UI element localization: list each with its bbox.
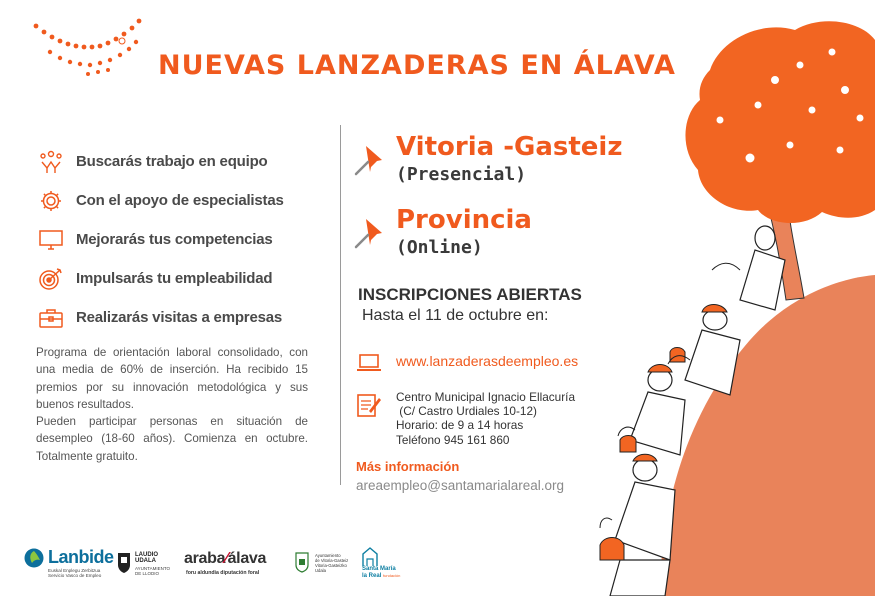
- registration-deadline: Hasta el 11 de octubre en:: [362, 307, 549, 324]
- program-description: [36, 344, 308, 465]
- target-icon: [36, 266, 66, 292]
- benefit-label: Mejorarás tus competencias: [76, 231, 273, 248]
- araba-logo: araba⁄álava: [184, 550, 267, 567]
- center-info: [396, 390, 575, 447]
- benefit-label: Realizarás visitas a empresas: [76, 309, 283, 326]
- teamwork-icon: [36, 149, 66, 175]
- vitoria-logo: Ayuntamiento de Vitoria-Gasteiz Vitoria-Gasteizko Udala: [315, 553, 349, 573]
- description-paragraph: Pueden participar personas en situación de desempleo (18-60 años). Comienza en octubre. Totalmente gratuito.: [36, 415, 308, 463]
- gear-icon: [36, 188, 66, 214]
- santa-maria-logo-mark: [361, 546, 379, 568]
- laptop-icon: [356, 352, 382, 374]
- tree-hill-illustration: [590, 0, 875, 596]
- center-line: Horario: de 9 a 14 horas: [396, 418, 524, 433]
- vitoria-shield-icon: [295, 551, 309, 573]
- center-line: (C/ Castro Urdiales 10-12): [396, 404, 537, 419]
- location-city: Provincia: [396, 205, 532, 235]
- center-line: Centro Municipal Ignacio Ellacuría: [396, 390, 576, 404]
- benefit-item: [36, 298, 326, 337]
- benefit-item: [36, 259, 326, 298]
- page-title: NUEVAS LANZADERAS EN ÁLAVA: [158, 50, 676, 81]
- briefcase-icon: [36, 305, 66, 331]
- location-mode: (Online): [396, 237, 483, 258]
- vertical-divider: [340, 125, 341, 485]
- benefit-item: [36, 220, 326, 259]
- benefits-list: [36, 142, 326, 337]
- more-info-title: Más información: [356, 459, 460, 474]
- santa-maria-logo: Santa María la Real fundación: [362, 566, 401, 579]
- laudio-logo: LAUDIO UDALA: [135, 552, 158, 564]
- center-line: Teléfono 945 161 860: [396, 432, 510, 447]
- lanbide-logo-mark: [24, 548, 44, 568]
- contact-email-link[interactable]: areaempleo@santamarialareal.org: [356, 478, 565, 493]
- benefit-item: [36, 181, 326, 220]
- pushpin-icon: [352, 142, 388, 178]
- benefit-label: Buscarás trabajo en equipo: [76, 153, 268, 170]
- araba-subtitle: foru aldundia diputación foral: [186, 570, 260, 576]
- pushpin-icon: [352, 215, 388, 251]
- benefit-label: Con el apoyo de especialistas: [76, 192, 284, 209]
- decorative-dots: [30, 14, 150, 84]
- description-paragraph: Programa de orientación laboral consolidado, con una media de 60% de inserción. Ha recibido 15 premios por su innovación metodológica y sus buenos resultados.: [36, 346, 308, 411]
- location-city: Vitoria -Gasteiz: [396, 132, 623, 162]
- website-link[interactable]: www.lanzaderasdeempleo.es: [396, 353, 579, 369]
- lanbide-subtitle: Euskal Enplegu Zerbitzua: [48, 568, 101, 573]
- benefit-label: Impulsarás tu empleabilidad: [76, 270, 273, 287]
- laudio-subtitle: AYUNTAMIENTO DE LLODIO: [135, 566, 171, 576]
- monitor-icon: [36, 227, 66, 253]
- location-mode: (Presencial): [396, 164, 527, 185]
- registration-title: INSCRIPCIONES ABIERTAS: [358, 285, 582, 304]
- sponsor-logos: [24, 544, 424, 584]
- lanbide-subtitle: Servicio Vasco de Empleo: [48, 573, 102, 578]
- benefit-item: [36, 142, 326, 181]
- lanbide-logo: Lanbide: [48, 547, 114, 567]
- laudio-shield-icon: [117, 552, 131, 574]
- form-pen-icon: [356, 392, 382, 418]
